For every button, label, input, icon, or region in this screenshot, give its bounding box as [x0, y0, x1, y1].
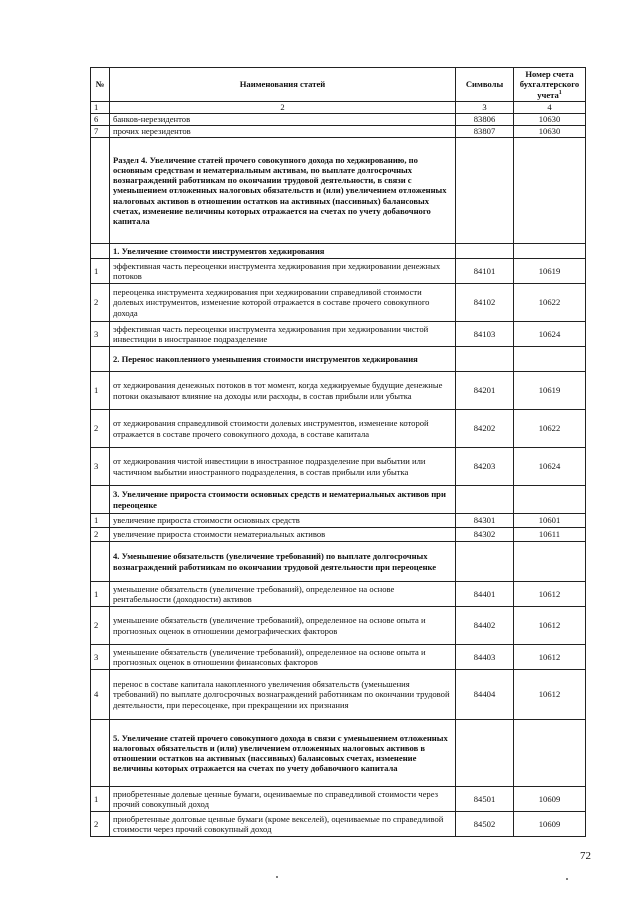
header-account-label: Номер счета бухгалтерского учета — [519, 69, 580, 100]
row-account: 10609 — [514, 812, 586, 837]
section-row — [91, 138, 586, 244]
row-number: 3 — [91, 645, 110, 670]
row-symbol: 84302 — [456, 528, 514, 542]
row-number — [91, 542, 110, 582]
row-number — [91, 244, 110, 259]
table-row — [91, 448, 586, 486]
section-title: 5. Увеличение статей прочего совокупного дохода в связи с уменьшением отложенных налоговых обязательств и (или) увеличением отложенных налоговых активов в отношении остатков на активных (пассивных) балансовых счетах, изменение величины которых отражается на счетах по учету добавочного капитала — [110, 720, 456, 787]
row-account: 10612 — [514, 582, 586, 607]
row-symbol: 84502 — [456, 812, 514, 837]
row-name: эффективная часть переоценки инструмента хеджирования при хеджировании чистой инвестиции в иностранное подразделение — [110, 322, 456, 347]
section-row — [91, 720, 586, 787]
header-number: № — [91, 68, 110, 102]
row-name: от хеджирования денежных потоков в тот момент, когда хеджируемые будущие денежные потоки оказывают влияние на доходы или расходы, в состав прибыли или убытка — [110, 372, 456, 410]
row-account: 10612 — [514, 670, 586, 720]
row-number: 3 — [91, 322, 110, 347]
table-row — [91, 812, 586, 837]
row-number: 6 — [91, 114, 110, 126]
row-account: 10630 — [514, 126, 586, 138]
row-number: 1 — [91, 787, 110, 812]
row-name: от хеджирования чистой инвестиции в иностранное подразделение при выбытии или частичном выбытии иностранного подразделения, в состав прибыли или убытка — [110, 448, 456, 486]
row-account: 10624 — [514, 448, 586, 486]
row-name: увеличение прироста стоимости основных средств — [110, 514, 456, 528]
row-symbol: 84102 — [456, 284, 514, 322]
row-account — [514, 138, 586, 244]
row-account: 10624 — [514, 322, 586, 347]
header-account — [514, 68, 586, 102]
section-title: 3. Увеличение прироста стоимости основных средств и нематериальных активов при переоценке — [110, 486, 456, 514]
row-symbol — [456, 244, 514, 259]
header-footnote-mark: 1 — [558, 89, 562, 96]
row-name: от хеджирования справедливой стоимости долевых инструментов, изменение которой отражается в составе прочего совокупного дохода, в составе капитала — [110, 410, 456, 448]
row-account: 10601 — [514, 514, 586, 528]
table-row — [91, 372, 586, 410]
accounts-table — [90, 67, 586, 837]
row-number: 1 — [91, 259, 110, 284]
row-number: 7 — [91, 126, 110, 138]
row-symbol: 84203 — [456, 448, 514, 486]
row-account: 10619 — [514, 259, 586, 284]
row-name: увеличение прироста стоимости нематериальных активов — [110, 528, 456, 542]
row-number — [91, 138, 110, 244]
row-number: 1 — [91, 372, 110, 410]
row-symbol: 83806 — [456, 114, 514, 126]
row-account: 10622 — [514, 410, 586, 448]
table-row — [91, 259, 586, 284]
section-title: Раздел 4. Увеличение статей прочего совокупного дохода по хеджированию, по основным средствам и нематериальным активам, по выплате долгосрочных вознаграждений работникам по окончании трудовой деятельности, в связи с уменьшением отложенных налоговых обязательств и (или) увеличением отложенных налоговых активов в отношении остатков на активных (пассивных) балансовых счетах, изменение величины которых отражается на счетах по учету добавочного капитала — [110, 138, 456, 244]
row-account: 10612 — [514, 645, 586, 670]
header-symbols: Символы — [456, 68, 514, 102]
table-row — [91, 645, 586, 670]
row-name: банков-нерезидентов — [110, 114, 456, 126]
row-account — [514, 720, 586, 787]
row-name: перенос в составе капитала накопленного увеличения обязательств (уменьшения требований) по выплате долгосрочных вознаграждений работникам по окончании трудовой деятельности, при пересоценке, при прекращении их признания — [110, 670, 456, 720]
row-name: эффективная часть переоценки инструмента хеджирования при хеджировании денежных потоков — [110, 259, 456, 284]
section-row — [91, 347, 586, 372]
row-symbol — [456, 542, 514, 582]
row-number: 4 — [91, 670, 110, 720]
row-account — [514, 542, 586, 582]
row-number — [91, 720, 110, 787]
row-number: 2 — [91, 284, 110, 322]
row-name: приобретенные долевые ценные бумаги, оцениваемые по справедливой стоимости через прочий совокупный доход — [110, 787, 456, 812]
table-row — [91, 670, 586, 720]
section-title: 4. Уменьшение обязательств (увеличение требований) по выплате долгосрочных вознаграждений работникам по окончании трудовой деятельности при переоценке — [110, 542, 456, 582]
row-symbol: 84403 — [456, 645, 514, 670]
row-symbol: 84101 — [456, 259, 514, 284]
row-symbol — [456, 486, 514, 514]
row-name: прочих нерезидентов — [110, 126, 456, 138]
column-index-row — [91, 102, 586, 114]
row-symbol: 84202 — [456, 410, 514, 448]
row-name: уменьшение обязательств (увеличение требований), определенное на основе опыта и прогнозных оценок в отношении демографических факторов — [110, 607, 456, 645]
row-symbol — [456, 138, 514, 244]
row-symbol — [456, 347, 514, 372]
column-index-cell: 3 — [456, 102, 514, 114]
row-account: 10612 — [514, 607, 586, 645]
section-title: 2. Перенос накопленного уменьшения стоимости инструментов хеджирования — [110, 347, 456, 372]
table-row — [91, 514, 586, 528]
section-title: 1. Увеличение стоимости инструментов хеджирования — [110, 244, 456, 259]
row-account: 10630 — [514, 114, 586, 126]
section-row — [91, 244, 586, 259]
table-row — [91, 787, 586, 812]
row-number — [91, 347, 110, 372]
row-account: 10609 — [514, 787, 586, 812]
table-row — [91, 114, 586, 126]
row-account — [514, 347, 586, 372]
row-symbol: 84401 — [456, 582, 514, 607]
column-index-cell: 1 — [91, 102, 110, 114]
table-row — [91, 607, 586, 645]
table-row — [91, 410, 586, 448]
table-header-row — [91, 68, 586, 102]
row-account — [514, 486, 586, 514]
row-name: уменьшение обязательств (увеличение требований), определенное на основе рентабельности (доходности) активов — [110, 582, 456, 607]
scan-speck — [566, 878, 568, 880]
row-symbol: 84103 — [456, 322, 514, 347]
row-number: 2 — [91, 607, 110, 645]
row-number: 1 — [91, 582, 110, 607]
row-number: 2 — [91, 528, 110, 542]
row-account: 10619 — [514, 372, 586, 410]
row-name: переоценка инструмента хеджирования при хеджировании справедливой стоимости долевых инструментов, изменение которой отражается в составе прочего совокупного дохода — [110, 284, 456, 322]
row-account: 10611 — [514, 528, 586, 542]
table-row — [91, 528, 586, 542]
row-symbol: 84402 — [456, 607, 514, 645]
section-row — [91, 486, 586, 514]
row-symbol: 83807 — [456, 126, 514, 138]
row-account — [514, 244, 586, 259]
row-name: приобретенные долговые ценные бумаги (кроме векселей), оцениваемые по справедливой стоимости через прочий совокупный доход — [110, 812, 456, 837]
column-index-cell: 4 — [514, 102, 586, 114]
table-row — [91, 126, 586, 138]
row-symbol — [456, 720, 514, 787]
table-row — [91, 322, 586, 347]
row-symbol: 84201 — [456, 372, 514, 410]
page-number: 72 — [580, 850, 591, 862]
row-symbol: 84301 — [456, 514, 514, 528]
row-number — [91, 486, 110, 514]
row-symbol: 84501 — [456, 787, 514, 812]
row-symbol: 84404 — [456, 670, 514, 720]
table-row — [91, 284, 586, 322]
row-account: 10622 — [514, 284, 586, 322]
row-number: 1 — [91, 514, 110, 528]
scan-speck — [276, 876, 278, 878]
section-row — [91, 542, 586, 582]
table-body — [91, 114, 586, 837]
header-name: Наименования статей — [110, 68, 456, 102]
row-number: 2 — [91, 812, 110, 837]
row-number: 3 — [91, 448, 110, 486]
row-name: уменьшение обязательств (увеличение требований), определенное на основе опыта и прогнозных оценок в отношении финансовых факторов — [110, 645, 456, 670]
row-number: 2 — [91, 410, 110, 448]
column-index-cell: 2 — [110, 102, 456, 114]
table-row — [91, 582, 586, 607]
